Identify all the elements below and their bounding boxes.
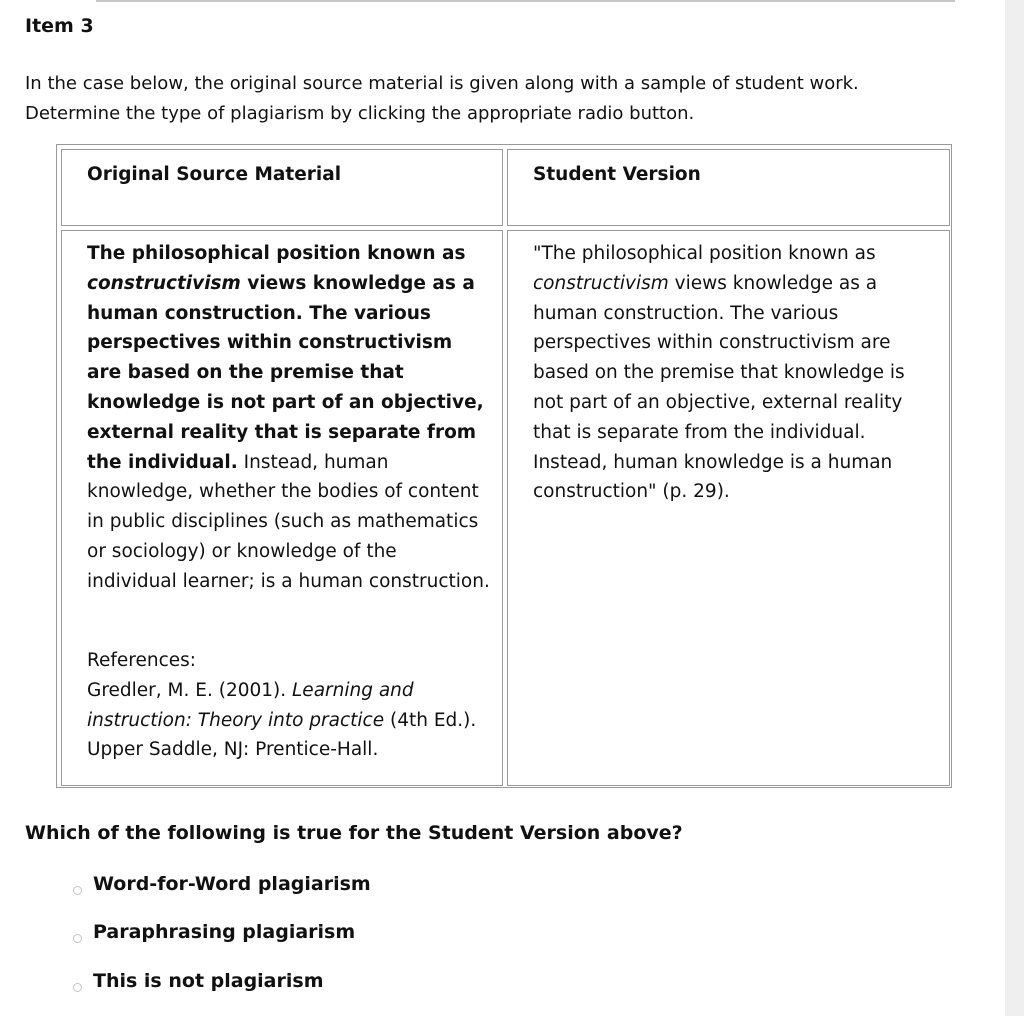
original-source-cell: [61, 230, 503, 786]
option-word-for-word[interactable]: [73, 869, 371, 899]
citation: [87, 676, 492, 765]
question-text: Which of the following is true for the Student Version above?: [25, 822, 683, 844]
original-source-text: [87, 239, 492, 597]
citation-publisher: (4th Ed.). Upper Saddle, NJ: Prentice-Hall.: [87, 709, 477, 761]
item-title: Item 3: [25, 15, 94, 37]
option-label[interactable]: Paraphrasing plagiarism: [93, 921, 356, 943]
top-divider: [96, 0, 955, 2]
student-italic: constructivism: [533, 272, 669, 294]
option-not-plagiarism[interactable]: [73, 966, 324, 996]
option-label[interactable]: Word-for-Word plagiarism: [93, 873, 371, 895]
header-original: Original Source Material: [87, 164, 342, 185]
student-part-1: "The philosophical position known as: [533, 243, 876, 264]
citation-title: Learning and instruction: Theory into practice: [87, 679, 414, 731]
header-cell-original: [61, 149, 503, 226]
header-student: Student Version: [533, 164, 701, 185]
comparison-table: [56, 144, 952, 788]
original-bold-2: views knowledge as a human construction. The various perspectives within constructivism are based on the premise that knowledge is not part of an objective, external reality that is separate from the individual.: [87, 272, 484, 473]
radio-button-word-for-word[interactable]: [73, 886, 82, 895]
option-paraphrasing[interactable]: [73, 917, 355, 947]
original-bold-italic: constructivism: [87, 272, 241, 294]
references-label: References:: [87, 650, 197, 671]
option-label[interactable]: This is not plagiarism: [93, 970, 324, 992]
instructions-line-1: In the case below, the original source material is given along with a sample of student work.: [25, 73, 859, 94]
student-part-2: views knowledge as a human construction. The various perspectives within constructivism are based on the premise that knowledge is not part of an objective, external reality that is separate from the individual. Instead, human knowledge is a human construction" (p. 29).: [533, 272, 905, 503]
instructions-line-2: Determine the type of plagiarism by clicking the appropriate radio button.: [25, 103, 695, 124]
original-bold-1: The philosophical position known as: [87, 243, 466, 264]
header-cell-student: [507, 149, 950, 226]
citation-author: Gredler, M. E. (2001).: [87, 679, 292, 701]
page-right-margin: [1005, 0, 1024, 1016]
references: [87, 646, 492, 765]
instructions: [25, 69, 985, 129]
student-version-text: [533, 239, 925, 507]
student-version-cell: [507, 230, 950, 786]
original-plain: Instead, human knowledge, whether the bodies of content in public disciplines (such as mathematics or sociology) or knowledge of the individual learner; is a human construction.: [87, 451, 490, 592]
radio-button-not-plagiarism[interactable]: [73, 983, 82, 992]
radio-button-paraphrasing[interactable]: [73, 934, 82, 943]
